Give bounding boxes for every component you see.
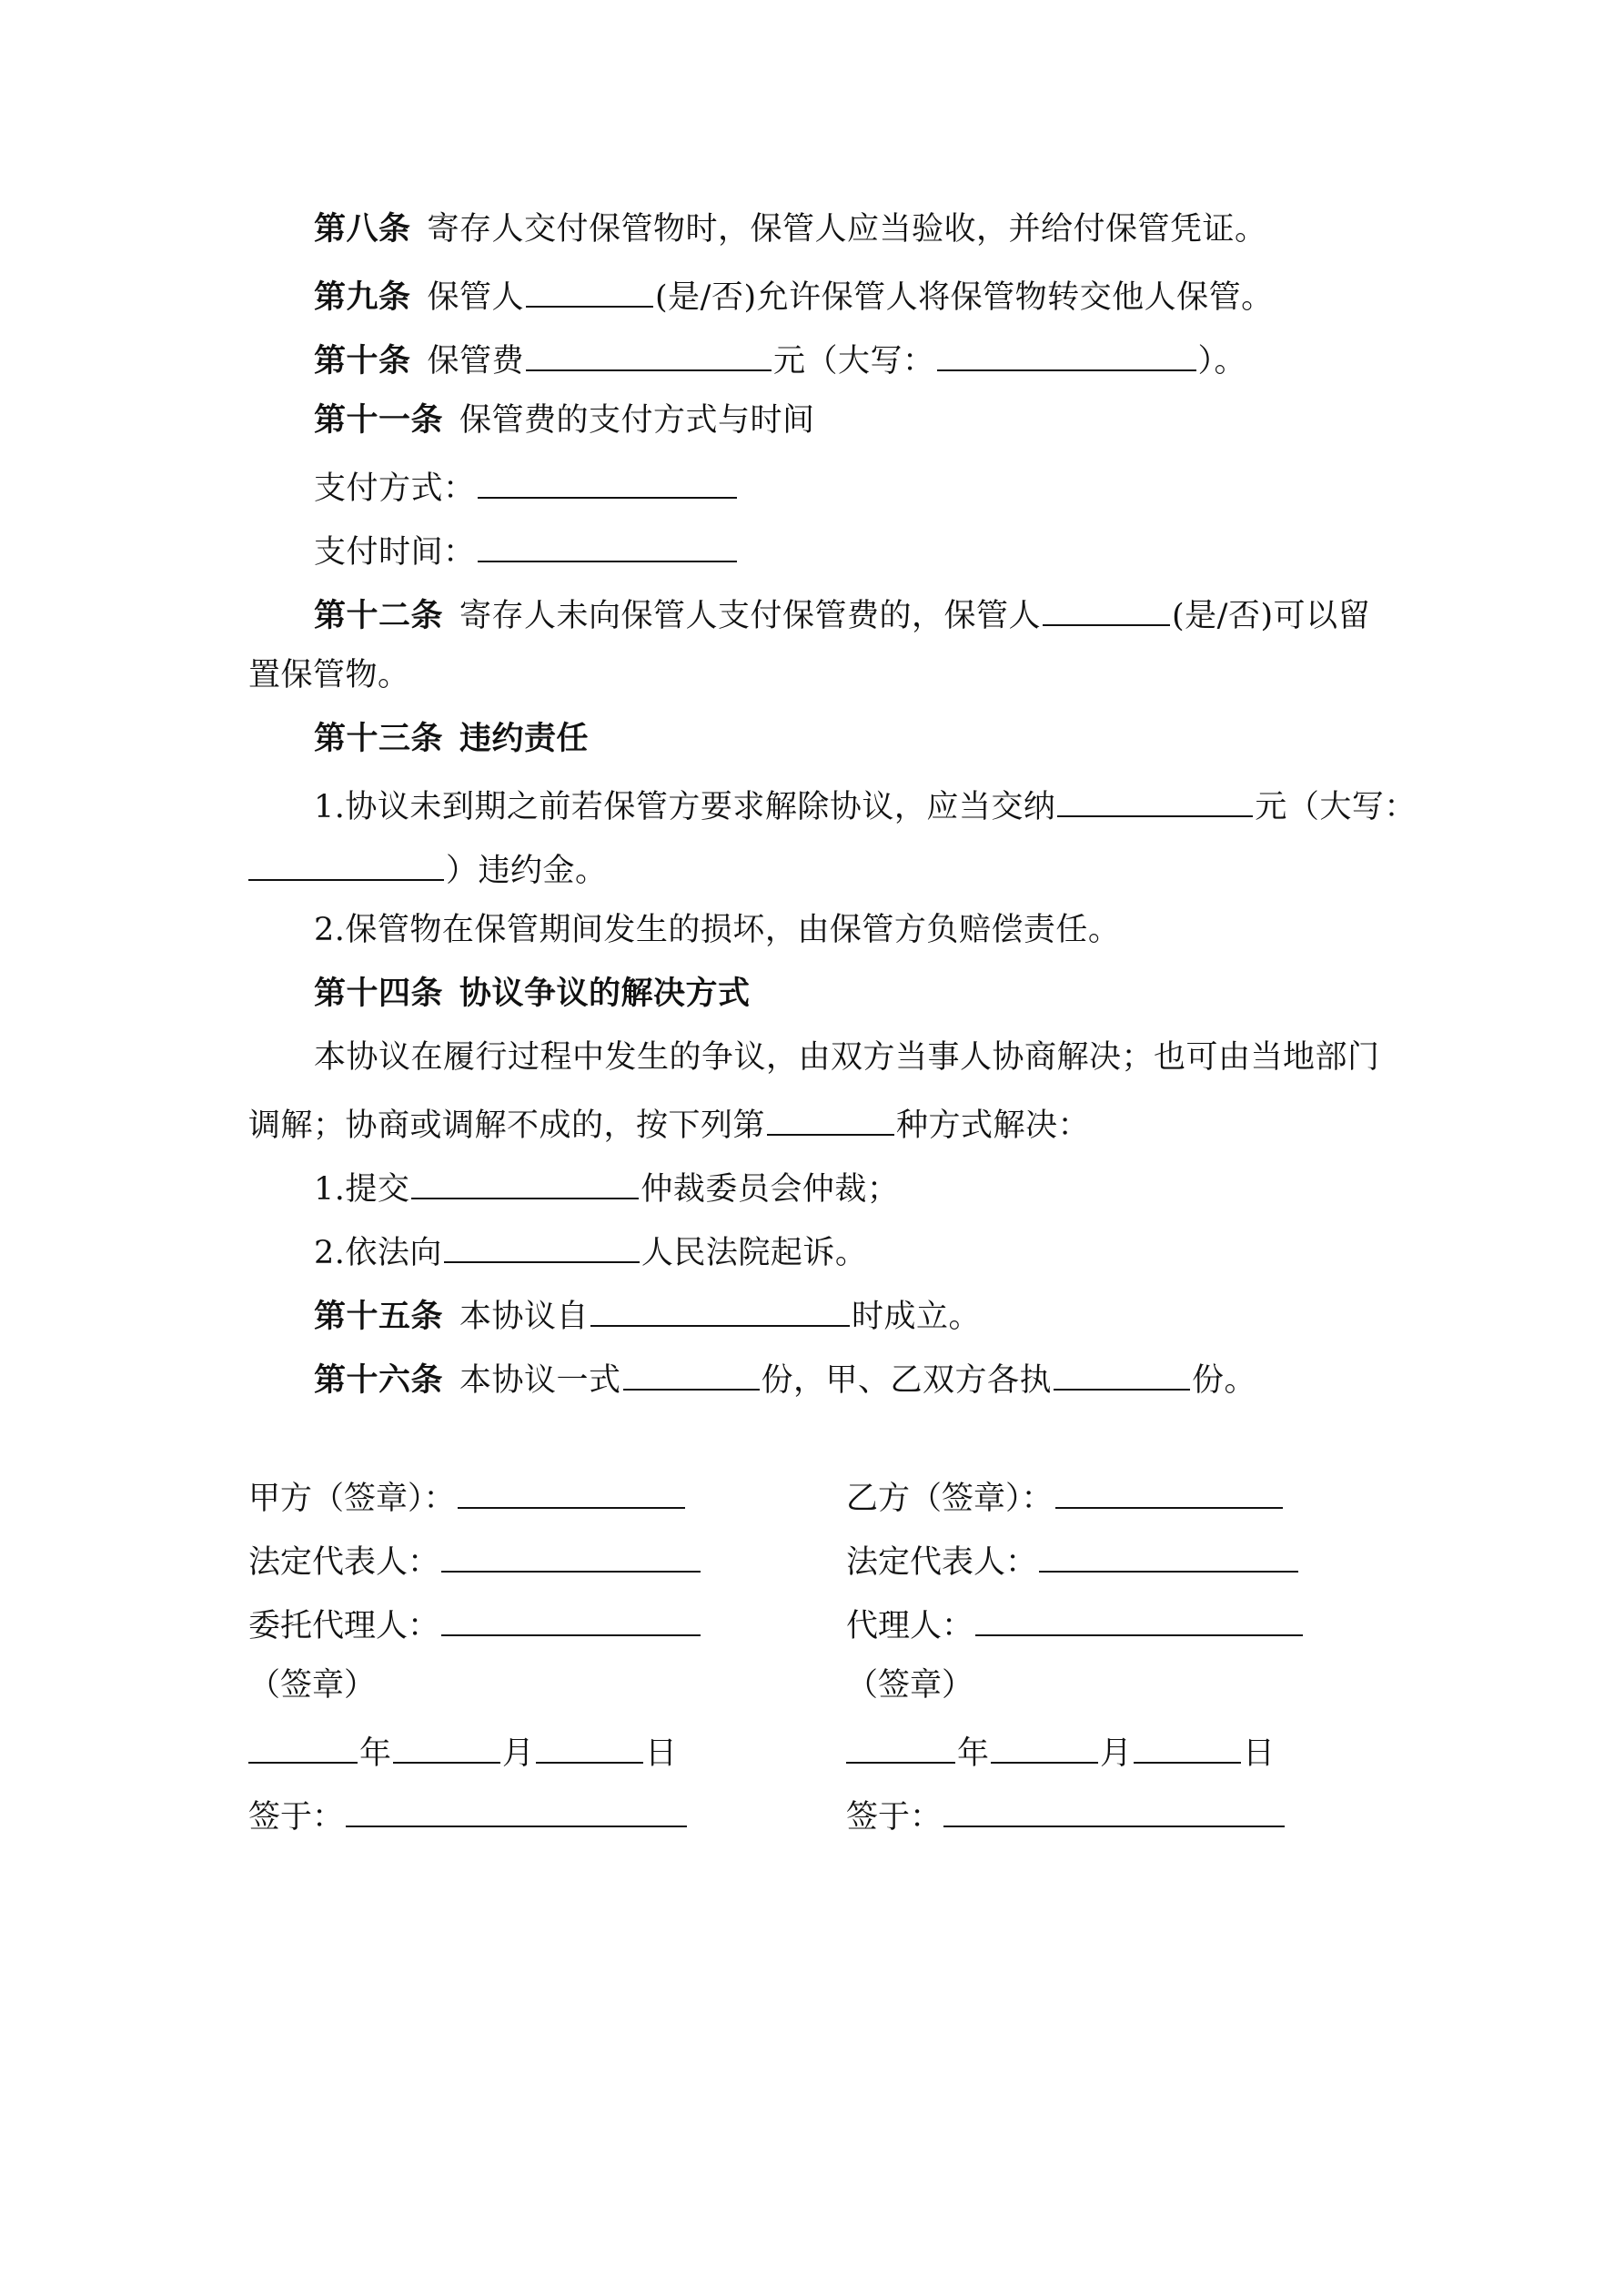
article-13-item-1-pre: 1.协议未到期之前若保管方要求解除协议，应当交纳 xyxy=(314,789,1056,825)
party-b-representative-label: 法定代表人： xyxy=(846,1544,1038,1581)
article-14-body-2-pre: 调解；协商或调解不成的，按下列第 xyxy=(248,1108,766,1144)
article-13-item-2 xyxy=(314,912,1120,948)
blank-party-a-representative[interactable] xyxy=(441,1540,701,1573)
article-13 xyxy=(314,721,589,757)
article-13-item-1 xyxy=(314,784,1417,825)
payment-time-line xyxy=(314,530,739,571)
article-16-text-post: 份。 xyxy=(1192,1362,1257,1399)
article-14-body-2-post: 种方式解决： xyxy=(896,1108,1091,1144)
party-b-year-label: 年 xyxy=(957,1735,990,1772)
party-b-day-label: 日 xyxy=(1243,1735,1276,1772)
blank-penalty-amount-words[interactable] xyxy=(248,848,444,881)
party-a-signed-at-label: 签于： xyxy=(248,1799,345,1836)
article-13-item-1-mid: 元（大写： xyxy=(1255,789,1417,825)
article-14-option-1-post: 仲裁委员会仲裁； xyxy=(641,1171,900,1208)
article-14-option-2-pre: 2.依法向 xyxy=(314,1235,442,1271)
article-12-heading: 第十二条 xyxy=(314,597,444,634)
party-b-label: 乙方（签章）： xyxy=(846,1481,1054,1517)
article-13-item-1-cont: ）违约金。 xyxy=(446,853,608,889)
party-b-seal-label: （签章） xyxy=(846,1667,974,1704)
party-b-agent-label: 代理人： xyxy=(846,1608,974,1644)
article-10-text-mid: 元（大写： xyxy=(773,343,935,379)
blank-effective-time[interactable] xyxy=(590,1294,850,1327)
blank-party-b-agent[interactable] xyxy=(975,1603,1303,1636)
party-b-signed-at-line xyxy=(846,1795,1286,1836)
blank-party-a-signature[interactable] xyxy=(458,1476,685,1509)
article-9 xyxy=(314,275,1274,316)
article-15-heading: 第十五条 xyxy=(314,1298,444,1335)
article-11-heading: 第十一条 xyxy=(314,401,444,439)
blank-lien-right[interactable] xyxy=(1043,593,1170,626)
article-12 xyxy=(314,593,1370,634)
article-8 xyxy=(314,211,1267,248)
blank-payment-method[interactable] xyxy=(478,466,737,499)
article-16-text-mid: 份，甲、乙双方各执 xyxy=(761,1362,1053,1399)
blank-copies-each[interactable] xyxy=(1054,1358,1190,1391)
article-9-heading: 第九条 xyxy=(314,278,411,316)
payment-method-label: 支付方式： xyxy=(314,470,476,507)
article-14-body-1-text: 本协议在履行过程中发生的争议，由双方当事人协商解决；也可由当地部门 xyxy=(314,1039,1380,1076)
article-16-heading: 第十六条 xyxy=(314,1361,444,1399)
article-12-text-pre: 寄存人未向保管人支付保管费的，保管人 xyxy=(459,598,1042,634)
blank-fee-amount[interactable] xyxy=(526,339,772,371)
article-8-text: 寄存人交付保管物时，保管人应当验收，并给付保管凭证。 xyxy=(427,211,1267,248)
blank-party-b-year[interactable] xyxy=(846,1731,955,1764)
article-13-heading: 第十三条 xyxy=(314,720,444,757)
article-15-text-post: 时成立。 xyxy=(852,1299,982,1335)
article-9-text-post: (是/否)允许保管人将保管物转交他人保管。 xyxy=(655,279,1274,316)
party-a-signature-line xyxy=(248,1476,687,1517)
blank-party-b-signature[interactable] xyxy=(1055,1476,1283,1509)
party-b-signed-at-label: 签于： xyxy=(846,1799,943,1836)
party-a-representative-line xyxy=(248,1540,702,1581)
blank-party-a-agent[interactable] xyxy=(441,1603,701,1636)
blank-fee-amount-words[interactable] xyxy=(937,339,1196,371)
party-b-representative-line xyxy=(846,1540,1300,1581)
article-10 xyxy=(314,339,1246,379)
article-14 xyxy=(314,976,751,1012)
article-14-option-2-post: 人民法院起诉。 xyxy=(641,1235,868,1271)
article-10-heading: 第十条 xyxy=(314,342,411,379)
article-9-text-pre: 保管人 xyxy=(427,279,525,316)
blank-party-a-day[interactable] xyxy=(536,1731,643,1764)
article-14-option-1 xyxy=(314,1167,899,1208)
blank-payment-time[interactable] xyxy=(478,530,737,562)
blank-party-b-signed-at[interactable] xyxy=(943,1795,1285,1827)
article-8-heading: 第八条 xyxy=(314,210,411,248)
party-a-agent-line xyxy=(248,1603,702,1644)
article-14-option-2 xyxy=(314,1230,867,1271)
party-a-date-line xyxy=(248,1731,677,1772)
party-a-agent-label: 委托代理人： xyxy=(248,1608,440,1644)
article-12-continued xyxy=(248,657,410,693)
blank-penalty-amount[interactable] xyxy=(1057,784,1253,817)
party-a-month-label: 月 xyxy=(502,1735,535,1772)
blank-party-b-representative[interactable] xyxy=(1039,1540,1298,1573)
article-13-item-2-text: 2.保管物在保管期间发生的损坏，由保管方负赔偿责任。 xyxy=(314,912,1121,948)
party-a-signed-at-line xyxy=(248,1795,689,1836)
party-a-day-label: 日 xyxy=(645,1735,678,1772)
article-15 xyxy=(314,1294,981,1335)
party-b-month-label: 月 xyxy=(1100,1735,1133,1772)
blank-dispute-method[interactable] xyxy=(767,1103,894,1136)
party-b-signature-line xyxy=(846,1476,1285,1517)
party-b-agent-line xyxy=(846,1603,1305,1644)
blank-party-a-month[interactable] xyxy=(393,1731,500,1764)
article-10-text-pre: 保管费 xyxy=(427,343,525,379)
party-a-representative-label: 法定代表人： xyxy=(248,1544,440,1581)
article-14-body-2 xyxy=(248,1103,1090,1144)
article-15-text-pre: 本协议自 xyxy=(459,1299,590,1335)
payment-time-label: 支付时间： xyxy=(314,534,476,571)
party-a-year-label: 年 xyxy=(359,1735,392,1772)
blank-party-a-signed-at[interactable] xyxy=(346,1795,687,1827)
blank-party-a-year[interactable] xyxy=(248,1731,358,1764)
blank-copies-total[interactable] xyxy=(623,1358,760,1391)
article-12-text-post: (是/否)可以留 xyxy=(1172,598,1371,634)
blank-arbitration-commission[interactable] xyxy=(411,1167,639,1199)
article-13-title: 违约责任 xyxy=(459,720,590,757)
article-11 xyxy=(314,402,815,439)
article-16 xyxy=(314,1358,1256,1399)
blank-court[interactable] xyxy=(444,1230,640,1263)
article-14-body-1 xyxy=(314,1039,1380,1076)
blank-party-b-month[interactable] xyxy=(991,1731,1098,1764)
article-11-text: 保管费的支付方式与时间 xyxy=(459,402,815,439)
article-12-text-cont: 置保管物。 xyxy=(248,657,410,693)
article-16-text-pre: 本协议一式 xyxy=(459,1362,621,1399)
article-14-option-1-pre: 1.提交 xyxy=(314,1171,410,1208)
article-10-text-post: ）。 xyxy=(1197,343,1247,379)
payment-method-line xyxy=(314,466,739,507)
blank-party-b-day[interactable] xyxy=(1134,1731,1241,1764)
party-a-label: 甲方（签章）： xyxy=(248,1481,456,1517)
party-a-seal-label: （签章） xyxy=(248,1667,377,1704)
blank-permit-transfer[interactable] xyxy=(526,275,653,308)
party-b-date-line xyxy=(846,1731,1275,1772)
article-14-title: 协议争议的解决方式 xyxy=(459,975,751,1012)
article-14-heading: 第十四条 xyxy=(314,975,444,1012)
article-13-item-1-continued xyxy=(248,848,608,889)
